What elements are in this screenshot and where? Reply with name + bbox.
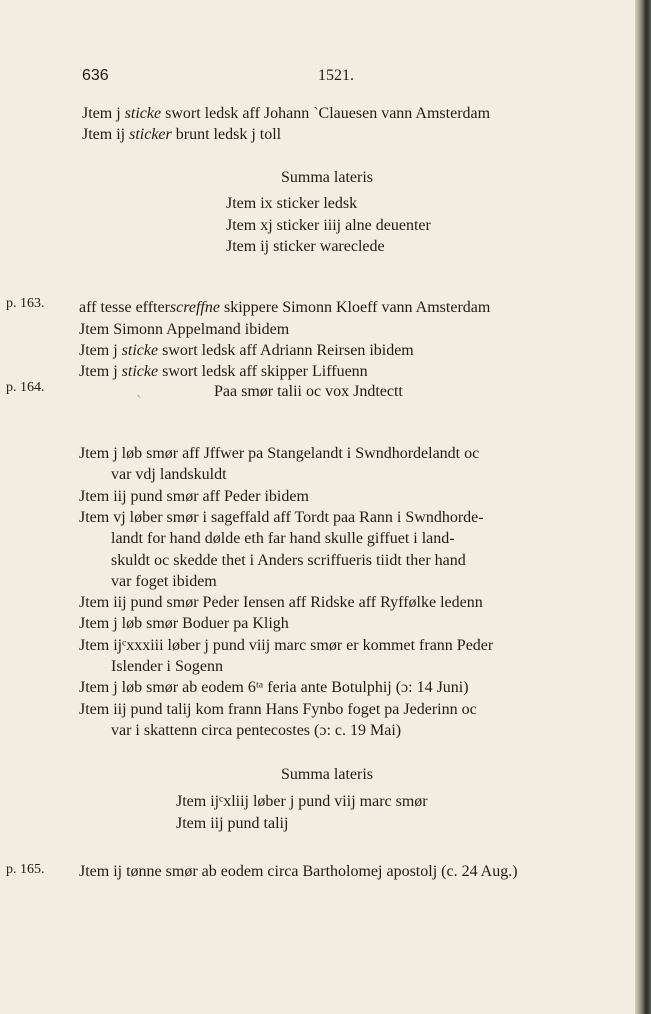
page-number: 636	[82, 67, 109, 84]
margin-ref: p. 164.	[6, 380, 45, 395]
summa-line: Jtem ix sticker ledsk	[226, 195, 358, 212]
summa-line: Jtem ij sticker wareclede	[226, 238, 385, 255]
entry-line: Jtem j sticke swort ledsk aff Johann ˋClauesen vann Amsterdam	[82, 105, 491, 122]
entry-line: Jtem j sticke swort ledsk aff Adriann Reirsen ibidem	[79, 342, 414, 359]
summa-title: Summa lateris	[281, 169, 373, 186]
entry-line: Jtem iij pund smør aff Peder ibidem	[79, 488, 309, 505]
entry-line: Jtem j løb smør Boduer pa Kligh	[79, 615, 289, 632]
summa-line: Jtem ijᶜxliij løber j pund viij marc smør	[176, 793, 428, 810]
section-heading: Paa smør talii oc vox Jndtectt	[214, 383, 403, 400]
entry-line: var foget ibidem	[111, 573, 217, 590]
entry-line: Jtem vj løber smør i sageffald aff Tordt paa Rann i Swndhorde-	[79, 509, 484, 526]
entry-line: landt for hand dølde eth far hand skulle giffuet i land-	[111, 530, 455, 547]
entry-line: Islender i Sogenn	[111, 658, 223, 675]
summa-title: Summa lateris	[281, 766, 373, 783]
entry-line: Jtem iij pund smør Peder Iensen aff Ridske aff Ryffølke ledenn	[79, 594, 483, 611]
entry-line: Jtem ij tønne smør ab eodem circa Bartholomej apostolj (c. 24 Aug.)	[79, 863, 518, 880]
entry-line: Jtem Simonn Appelmand ibidem	[79, 321, 290, 338]
entry-line: Jtem j løb smør aff Jffwer pa Stangelandt i Swndhordelandt oc	[79, 445, 480, 462]
summa-line: Jtem iij pund talij	[176, 815, 289, 832]
summa-line: Jtem xj sticker iiij alne deuenter	[226, 217, 431, 234]
year-heading: 1521.	[318, 67, 354, 84]
entry-line: Jtem j løb smør ab eodem 6ᵗᵃ feria ante Botulphij (ɔ: 14 Juni)	[79, 679, 469, 696]
entry-line: Jtem ij sticker brunt ledsk j toll	[82, 126, 282, 143]
entry-line: Jtem j sticke swort ledsk aff skipper Liffuenn	[79, 363, 368, 380]
entry-line: Jtem ijᶜxxxiii løber j pund viij marc smør er kommet frann Peder	[79, 637, 494, 654]
book-spine	[635, 0, 651, 1014]
entry-line: Jtem iij pund talij kom frann Hans Fynbo foget pa Jederinn oc	[79, 701, 477, 718]
entry-line: var i skattenn circa pentecostes (ɔ: c. 19 Mai)	[111, 722, 402, 739]
entry-line: var vdj landskuldt	[111, 466, 227, 483]
margin-ref: p. 163.	[6, 296, 45, 311]
margin-ref: p. 165.	[6, 862, 45, 877]
entry-line: aff tesse effterscreffne skippere Simonn Kloeff vann Amsterdam	[79, 299, 491, 316]
entry-line: skuldt oc skedde thet i Anders scriffueris tiidt ther hand	[111, 552, 466, 569]
faint-mark: ˋ	[136, 394, 143, 410]
